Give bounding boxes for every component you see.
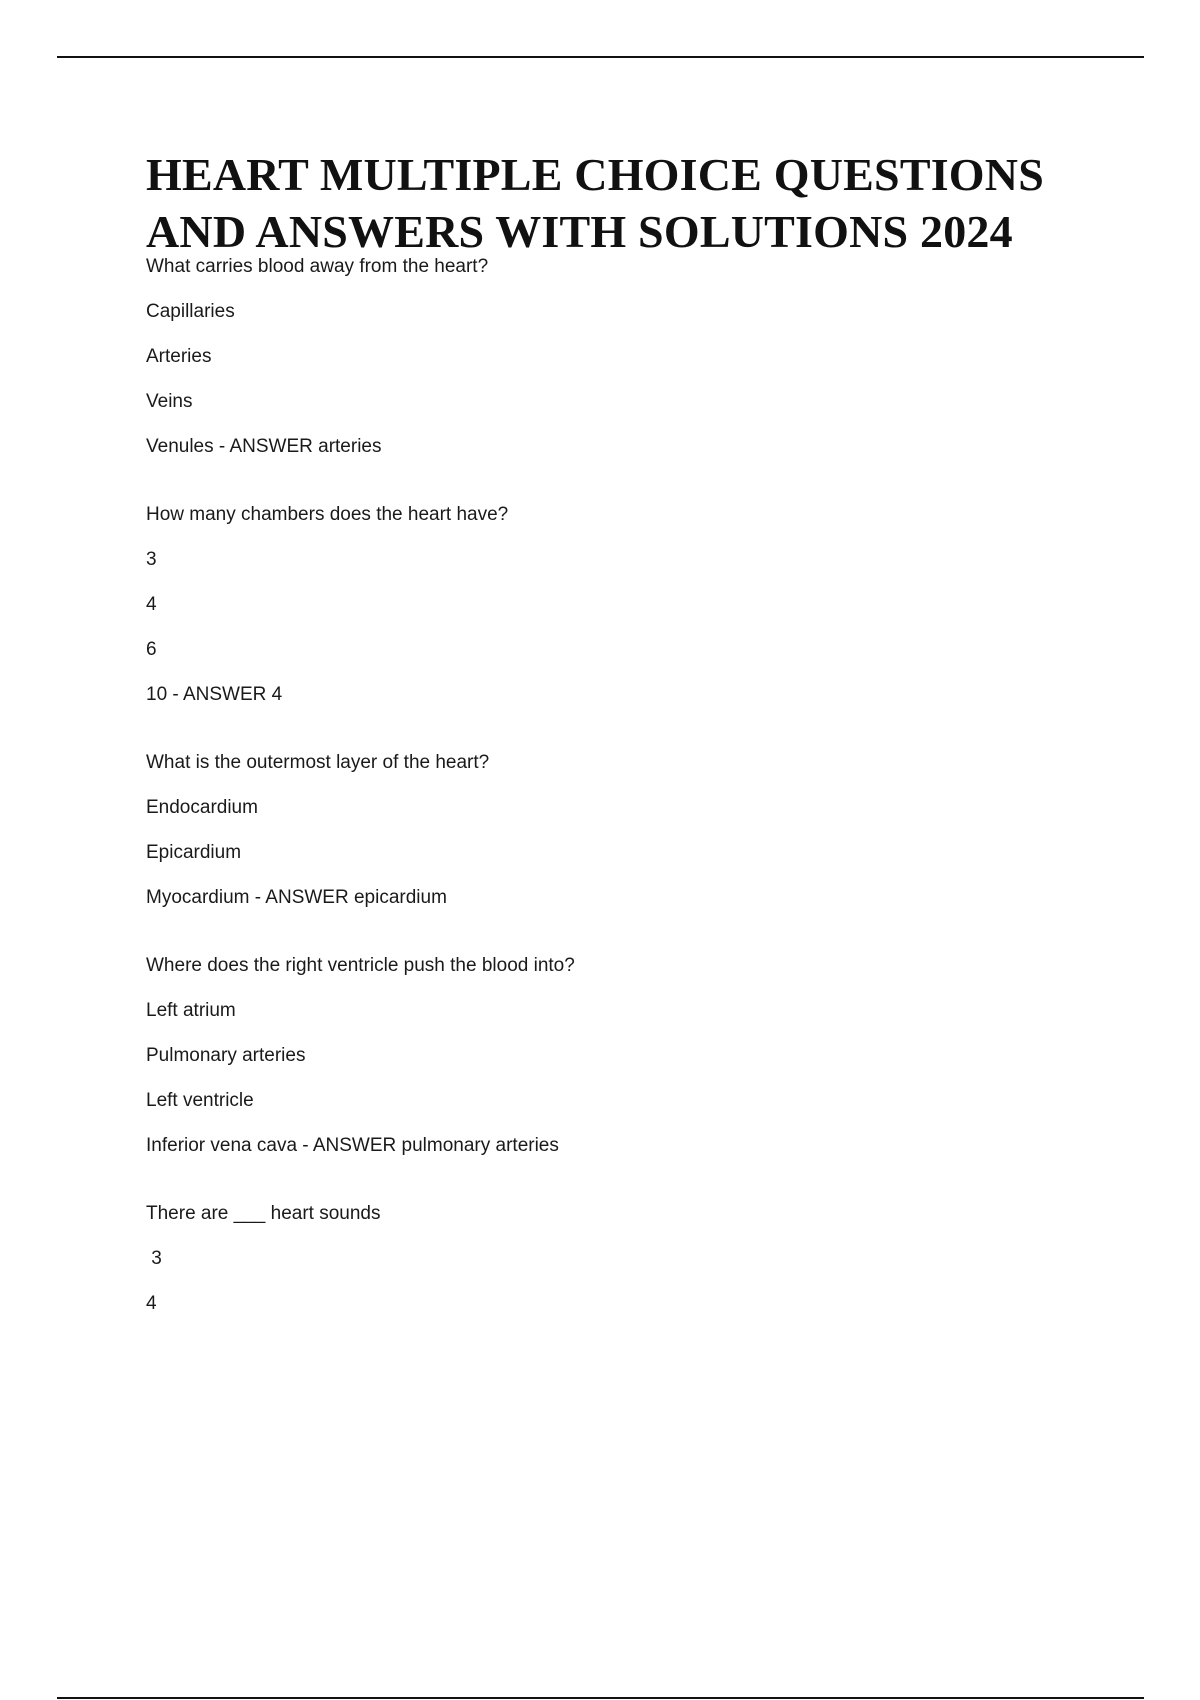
question-block-2 bbox=[146, 504, 1146, 706]
answer-option: Capillaries bbox=[146, 301, 235, 322]
answer-option: Left atrium bbox=[146, 1000, 236, 1021]
answer-option: Epicardium bbox=[146, 842, 242, 863]
answer-option: Arteries bbox=[146, 346, 212, 367]
answer-option-with-solution: 10 - ANSWER 4 bbox=[146, 684, 283, 705]
question-list bbox=[146, 256, 1146, 1315]
answer-option: Veins bbox=[146, 391, 193, 412]
answer-option: Pulmonary arteries bbox=[146, 1045, 306, 1066]
question-block-5 bbox=[146, 1203, 1146, 1315]
answer-option: 4 bbox=[146, 1293, 157, 1314]
answer-option: Left ventricle bbox=[146, 1090, 254, 1111]
header-rule bbox=[57, 56, 1144, 58]
answer-option-with-solution: Venules - ANSWER arteries bbox=[146, 436, 382, 457]
question-block-4 bbox=[146, 955, 1146, 1157]
title-line-1: HEART MULTIPLE CHOICE QUESTIONS bbox=[146, 149, 1044, 200]
document-body bbox=[146, 146, 1146, 1315]
question-prompt: What carries blood away from the heart? bbox=[146, 256, 489, 277]
question-block-1 bbox=[146, 256, 1146, 458]
answer-option-with-solution: Inferior vena cava - ANSWER pulmonary arteries bbox=[146, 1135, 559, 1156]
question-block-3 bbox=[146, 752, 1146, 909]
footer-rule bbox=[57, 1697, 1144, 1699]
document-title bbox=[146, 146, 1146, 260]
answer-option: 6 bbox=[146, 639, 157, 660]
answer-option: 4 bbox=[146, 594, 157, 615]
question-prompt: How many chambers does the heart have? bbox=[146, 504, 509, 525]
answer-option: 3 bbox=[146, 1248, 162, 1269]
answer-option: Endocardium bbox=[146, 797, 258, 818]
question-prompt: What is the outermost layer of the heart? bbox=[146, 752, 490, 773]
title-line-2: AND ANSWERS WITH SOLUTIONS 2024 bbox=[146, 206, 1013, 257]
answer-option: 3 bbox=[146, 549, 157, 570]
question-prompt: There are ___ heart sounds bbox=[146, 1203, 381, 1224]
answer-option-with-solution: Myocardium - ANSWER epicardium bbox=[146, 887, 447, 908]
question-prompt: Where does the right ventricle push the blood into? bbox=[146, 955, 575, 976]
